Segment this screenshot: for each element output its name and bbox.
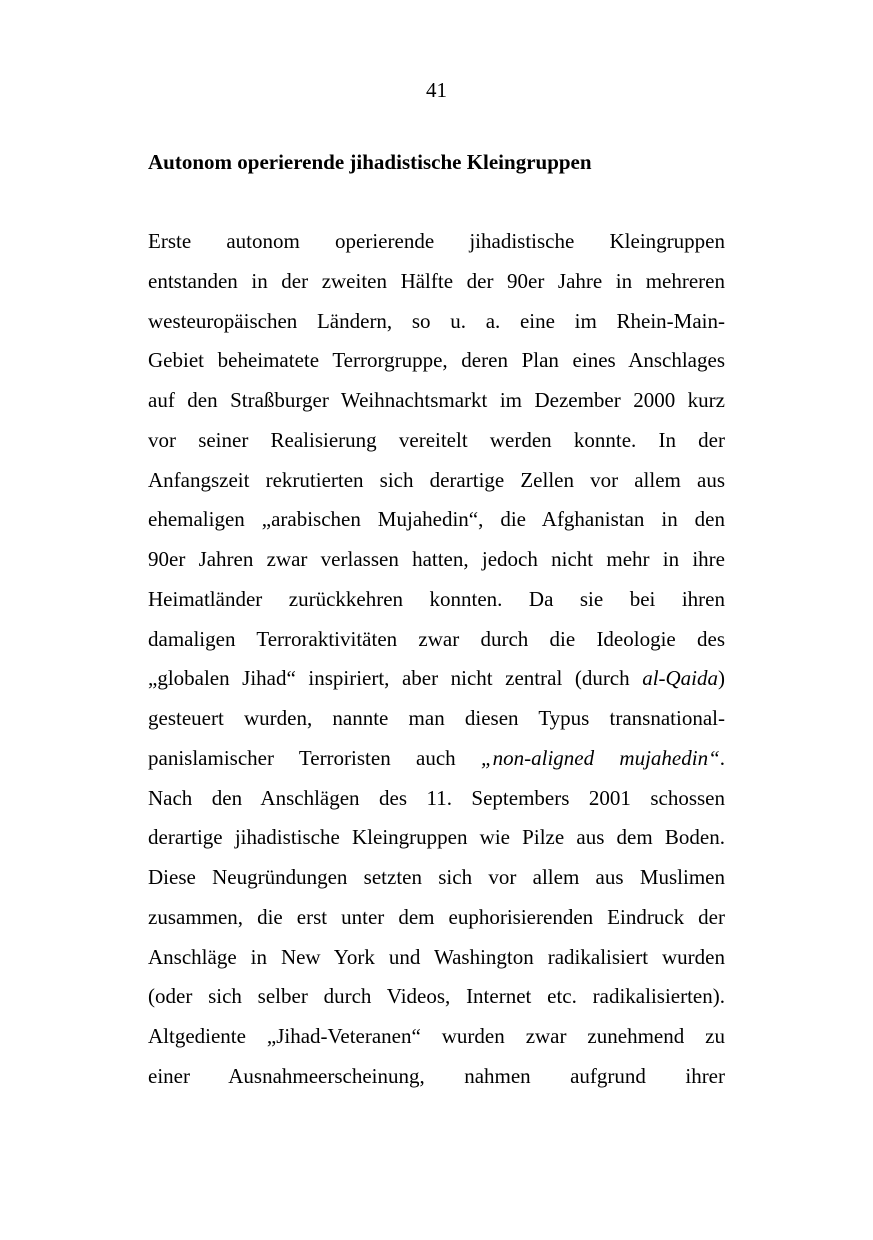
- text-line: derartige jihadistische Kleingruppen wie Pilze aus dem Boden.: [148, 825, 725, 850]
- text-line: Gebiet beheimatete Terrorgruppe, deren Plan eines Anschlages: [148, 348, 725, 373]
- text-line: damaligen Terroraktivitäten zwar durch die Ideologie des: [148, 626, 725, 651]
- text-line: [148, 659, 725, 699]
- section-heading: Autonom operierende jihadistische Kleingruppen: [148, 150, 592, 174]
- italic-term: „non-aligned mujahedin“: [480, 745, 720, 770]
- body-paragraph: [148, 222, 725, 1097]
- text-line: entstanden in der zweiten Hälfte der 90er Jahre in mehreren: [148, 268, 725, 293]
- text-line: Nach den Anschlägen des 11. Septembers 2001 schossen: [148, 785, 725, 810]
- text-line: Anschläge in New York und Washington radikalisiert wurden: [148, 944, 725, 969]
- text-segment: ): [718, 666, 726, 691]
- text-line: gesteuert wurden, nannte man diesen Typus transnational-: [148, 706, 725, 730]
- text-line: ehemaligen „arabischen Mujahedin“, die Afghanistan in den: [148, 507, 725, 532]
- text-line: Anfangszeit rekrutierten sich derartige Zellen vor allem aus: [148, 467, 725, 492]
- text-line: Diese Neugründungen setzten sich vor allem aus Muslimen: [148, 865, 725, 889]
- text-segment: .: [719, 745, 726, 770]
- text-line: Altgediente „Jihad-Veteranen“ wurden zwar zunehmend zu: [148, 1024, 725, 1048]
- text-segment: „globalen Jihad“ inspiriert, aber nicht zentral (durch: [148, 666, 630, 691]
- text-line: westeuropäischen Ländern, so u. a. eine im Rhein-Main-: [148, 308, 725, 333]
- text-line: auf den Straßburger Weihnachtsmarkt im Dezember 2000 kurz: [148, 388, 725, 412]
- text-segment: panislamischer Terroristen auch: [148, 745, 456, 770]
- text-line: zusammen, die erst unter dem euphorisierenden Eindruck der: [148, 904, 725, 929]
- text-line: [148, 739, 725, 779]
- text-line: 90er Jahren zwar verlassen hatten, jedoch nicht mehr in ihre: [148, 547, 725, 571]
- italic-term: al-Qaida: [642, 666, 719, 691]
- text-line: (oder sich selber durch Videos, Internet etc. radikalisierten).: [148, 984, 725, 1009]
- text-line: Heimatländer zurückkehren konnten. Da sie bei ihren: [148, 586, 725, 611]
- text-line: Erste autonom operierende jihadistische Kleingruppen: [148, 229, 725, 253]
- text-line: einer Ausnahmeerscheinung, nahmen aufgrund ihrer: [148, 1063, 725, 1088]
- text-line: vor seiner Realisierung vereitelt werden konnte. In der: [148, 427, 725, 452]
- page-number: 41: [426, 78, 447, 102]
